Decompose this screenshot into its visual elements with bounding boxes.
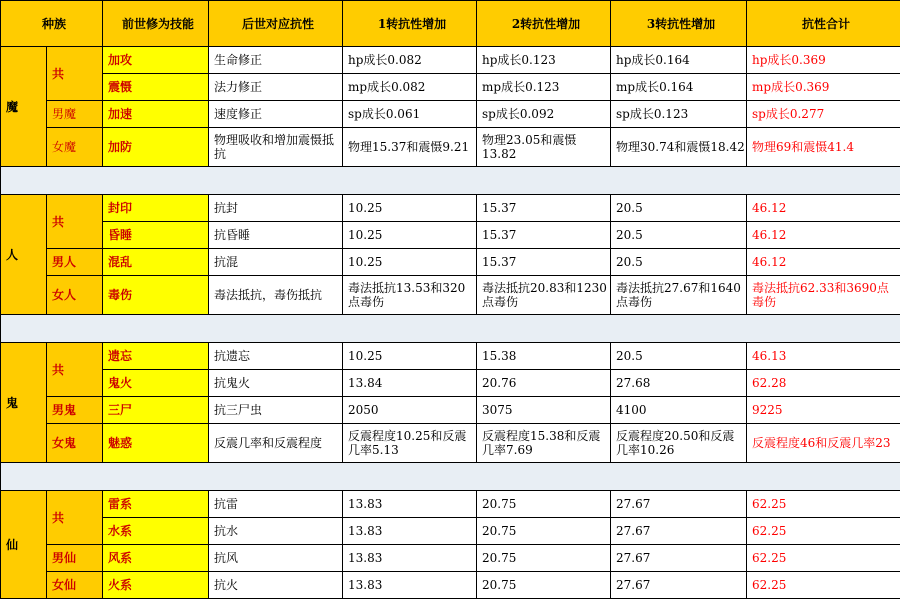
total-cell: 62.25 bbox=[747, 545, 900, 572]
turn2-cell: 3075 bbox=[477, 397, 611, 424]
turn2-cell: 反震程度15.38和反震几率7.69 bbox=[477, 424, 611, 463]
resist-cell: 反震几率和反震程度 bbox=[209, 424, 343, 463]
table-row bbox=[1, 249, 900, 276]
resist-cell: 抗封 bbox=[209, 195, 343, 222]
table-row bbox=[1, 424, 900, 463]
turn3-cell: 20.5 bbox=[611, 249, 747, 276]
turn1-cell: 10.25 bbox=[343, 343, 477, 370]
turn1-cell: 13.83 bbox=[343, 545, 477, 572]
total-cell: 46.12 bbox=[747, 249, 900, 276]
race-cell: 魔 bbox=[1, 47, 47, 167]
skill-cell: 水系 bbox=[103, 518, 209, 545]
subgroup-cell: 男魔 bbox=[47, 101, 103, 128]
turn3-cell: 20.5 bbox=[611, 195, 747, 222]
turn3-cell: 27.67 bbox=[611, 545, 747, 572]
turn2-cell: 15.38 bbox=[477, 343, 611, 370]
table-row bbox=[1, 74, 900, 101]
resist-cell: 速度修正 bbox=[209, 101, 343, 128]
total-cell: 46.12 bbox=[747, 222, 900, 249]
table-row bbox=[1, 195, 900, 222]
header-turn2: 2转抗性增加 bbox=[477, 1, 611, 47]
turn2-cell: 15.37 bbox=[477, 222, 611, 249]
turn1-cell: 10.25 bbox=[343, 195, 477, 222]
turn1-cell: 2050 bbox=[343, 397, 477, 424]
header-turn1: 1转抗性增加 bbox=[343, 1, 477, 47]
header-turn3: 3转抗性增加 bbox=[611, 1, 747, 47]
skill-cell: 火系 bbox=[103, 572, 209, 599]
subgroup-cell: 共 bbox=[47, 47, 103, 101]
subgroup-cell: 男仙 bbox=[47, 545, 103, 572]
resist-cell: 抗昏睡 bbox=[209, 222, 343, 249]
skill-cell: 遗忘 bbox=[103, 343, 209, 370]
skill-cell: 加防 bbox=[103, 128, 209, 167]
turn2-cell: 20.75 bbox=[477, 491, 611, 518]
turn3-cell: 27.67 bbox=[611, 518, 747, 545]
turn1-cell: mp成长0.082 bbox=[343, 74, 477, 101]
total-cell: 62.28 bbox=[747, 370, 900, 397]
total-cell: 62.25 bbox=[747, 491, 900, 518]
table-row bbox=[1, 47, 900, 74]
table-row bbox=[1, 343, 900, 370]
turn2-cell: 15.37 bbox=[477, 195, 611, 222]
turn2-cell: 毒法抵抗20.83和1230点毒伤 bbox=[477, 276, 611, 315]
turn2-cell: 20.75 bbox=[477, 545, 611, 572]
resist-cell: 抗火 bbox=[209, 572, 343, 599]
turn1-cell: 物理15.37和震慑9.21 bbox=[343, 128, 477, 167]
resist-cell: 抗遗忘 bbox=[209, 343, 343, 370]
table-row bbox=[1, 128, 900, 167]
header-total: 抗性合计 bbox=[747, 1, 900, 47]
turn1-cell: 13.83 bbox=[343, 518, 477, 545]
table-row bbox=[1, 572, 900, 599]
resist-cell: 法力修正 bbox=[209, 74, 343, 101]
turn2-cell: 20.75 bbox=[477, 518, 611, 545]
turn1-cell: 10.25 bbox=[343, 222, 477, 249]
subgroup-cell: 女鬼 bbox=[47, 424, 103, 463]
race-cell: 人 bbox=[1, 195, 47, 315]
turn1-cell: 毒法抵抗13.53和320点毒伤 bbox=[343, 276, 477, 315]
turn1-cell: 13.84 bbox=[343, 370, 477, 397]
skill-cell: 三尸 bbox=[103, 397, 209, 424]
resist-cell: 抗混 bbox=[209, 249, 343, 276]
skill-cell: 加速 bbox=[103, 101, 209, 128]
table-row bbox=[1, 491, 900, 518]
turn3-cell: 27.68 bbox=[611, 370, 747, 397]
turn2-cell: mp成长0.123 bbox=[477, 74, 611, 101]
skill-cell: 震慑 bbox=[103, 74, 209, 101]
turn1-cell: 13.83 bbox=[343, 491, 477, 518]
race-cell: 仙 bbox=[1, 491, 47, 599]
resist-cell: 抗雷 bbox=[209, 491, 343, 518]
turn1-cell: hp成长0.082 bbox=[343, 47, 477, 74]
table-row bbox=[1, 518, 900, 545]
separator-row bbox=[1, 463, 900, 491]
turn3-cell: 反震程度20.50和反震几率10.26 bbox=[611, 424, 747, 463]
subgroup-cell: 共 bbox=[47, 195, 103, 249]
resist-cell: 物理吸收和增加震慑抵抗 bbox=[209, 128, 343, 167]
header-resist: 后世对应抗性 bbox=[209, 1, 343, 47]
total-cell: 62.25 bbox=[747, 518, 900, 545]
race-cell: 鬼 bbox=[1, 343, 47, 463]
separator-row bbox=[1, 315, 900, 343]
table-row bbox=[1, 276, 900, 315]
resist-cell: 抗鬼火 bbox=[209, 370, 343, 397]
turn1-cell: 13.83 bbox=[343, 572, 477, 599]
turn2-cell: 物理23.05和震慑13.82 bbox=[477, 128, 611, 167]
turn3-cell: 27.67 bbox=[611, 572, 747, 599]
skill-cell: 加攻 bbox=[103, 47, 209, 74]
subgroup-cell: 男鬼 bbox=[47, 397, 103, 424]
resist-cell: 生命修正 bbox=[209, 47, 343, 74]
total-cell: 62.25 bbox=[747, 572, 900, 599]
skill-cell: 魅惑 bbox=[103, 424, 209, 463]
turn3-cell: 27.67 bbox=[611, 491, 747, 518]
subgroup-cell: 共 bbox=[47, 491, 103, 545]
turn1-cell: sp成长0.061 bbox=[343, 101, 477, 128]
turn3-cell: 20.5 bbox=[611, 222, 747, 249]
skill-cell: 雷系 bbox=[103, 491, 209, 518]
total-cell: 46.12 bbox=[747, 195, 900, 222]
header-row bbox=[1, 1, 900, 47]
table-row bbox=[1, 101, 900, 128]
total-cell: hp成长0.369 bbox=[747, 47, 900, 74]
subgroup-cell: 女人 bbox=[47, 276, 103, 315]
resist-cell: 毒法抵抗，毒伤抵抗 bbox=[209, 276, 343, 315]
resist-cell: 抗三尸虫 bbox=[209, 397, 343, 424]
turn2-cell: 20.75 bbox=[477, 572, 611, 599]
header-race: 种族 bbox=[1, 1, 103, 47]
skill-cell: 风系 bbox=[103, 545, 209, 572]
skill-cell: 混乱 bbox=[103, 249, 209, 276]
separator-row bbox=[1, 167, 900, 195]
resist-cell: 抗风 bbox=[209, 545, 343, 572]
turn3-cell: sp成长0.123 bbox=[611, 101, 747, 128]
total-cell: 46.13 bbox=[747, 343, 900, 370]
turn3-cell: mp成长0.164 bbox=[611, 74, 747, 101]
total-cell: 物理69和震慑41.4 bbox=[747, 128, 900, 167]
table-row bbox=[1, 370, 900, 397]
subgroup-cell: 女仙 bbox=[47, 572, 103, 599]
turn3-cell: hp成长0.164 bbox=[611, 47, 747, 74]
total-cell: sp成长0.277 bbox=[747, 101, 900, 128]
turn3-cell: 物理30.74和震慑18.42 bbox=[611, 128, 747, 167]
turn2-cell: hp成长0.123 bbox=[477, 47, 611, 74]
skill-cell: 鬼火 bbox=[103, 370, 209, 397]
total-cell: mp成长0.369 bbox=[747, 74, 900, 101]
table-row bbox=[1, 397, 900, 424]
subgroup-cell: 男人 bbox=[47, 249, 103, 276]
subgroup-cell: 女魔 bbox=[47, 128, 103, 167]
table-row bbox=[1, 222, 900, 249]
resist-cell: 抗水 bbox=[209, 518, 343, 545]
turn2-cell: 20.76 bbox=[477, 370, 611, 397]
header-skill: 前世修为技能 bbox=[103, 1, 209, 47]
total-cell: 反震程度46和反震几率23 bbox=[747, 424, 900, 463]
total-cell: 9225 bbox=[747, 397, 900, 424]
turn2-cell: 15.37 bbox=[477, 249, 611, 276]
total-cell: 毒法抵抗62.33和3690点毒伤 bbox=[747, 276, 900, 315]
turn3-cell: 4100 bbox=[611, 397, 747, 424]
skill-cell: 毒伤 bbox=[103, 276, 209, 315]
turn3-cell: 毒法抵抗27.67和1640点毒伤 bbox=[611, 276, 747, 315]
turn2-cell: sp成长0.092 bbox=[477, 101, 611, 128]
subgroup-cell: 共 bbox=[47, 343, 103, 397]
skill-cell: 昏睡 bbox=[103, 222, 209, 249]
table-row bbox=[1, 545, 900, 572]
turn3-cell: 20.5 bbox=[611, 343, 747, 370]
skill-cell: 封印 bbox=[103, 195, 209, 222]
turn1-cell: 反震程度10.25和反震几率5.13 bbox=[343, 424, 477, 463]
turn1-cell: 10.25 bbox=[343, 249, 477, 276]
